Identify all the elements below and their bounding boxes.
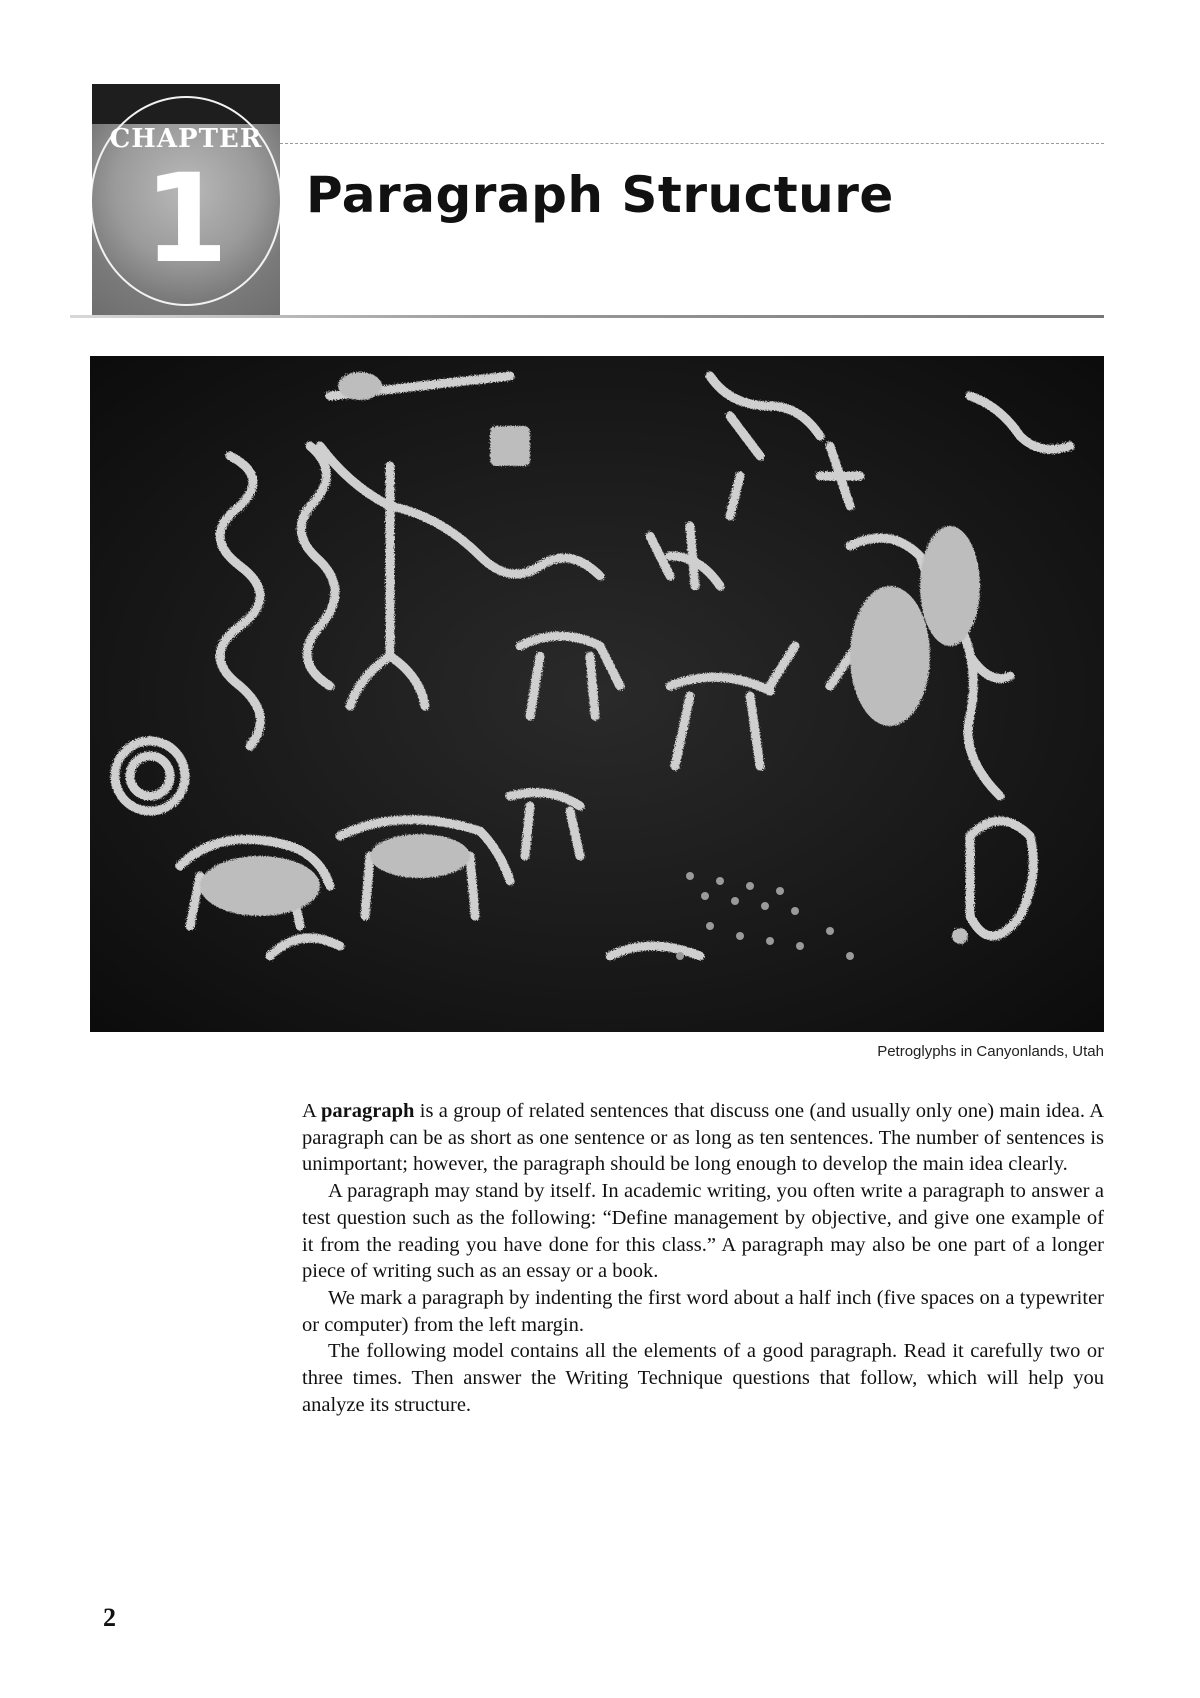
chapter-title: Paragraph Structure [306,166,894,224]
header-rule-top [280,143,1104,144]
chapter-number: 1 [143,148,229,290]
paragraph-4: The following model contains all the elements of a good paragraph. Read it carefully two or three times. Then answer the Writing Technique questions that follow, which will help you analyze its structure. [302,1340,1104,1416]
paragraph-1-rest: is a group of related sentences that discuss one (and usually only one) main idea. A paragraph can be as short as one sentence or as long as ten sentences. The number of sentences is unimportant; however, the paragraph should be long enough to develop the main idea clearly. [302,1100,1104,1176]
chapter-badge [92,84,280,318]
chapter-label: CHAPTER [109,124,263,154]
photo-caption: Petroglyphs in Canyonlands, Utah [877,1043,1104,1060]
paragraph-1-lead: A [302,1100,322,1122]
petroglyph-photo [90,356,1104,1032]
header-rule-bottom [70,315,1104,318]
paragraph-1-term: paragraph [321,1100,415,1122]
petroglyph-illustration [90,356,1104,1032]
body-text [302,1098,1104,1418]
paragraph-1 [302,1098,1104,1178]
page-number: 2 [103,1603,116,1632]
paragraph-3: We mark a paragraph by indenting the first word about a half inch (five spaces on a typewriter or computer) from the left margin. [302,1286,1104,1336]
paragraph-2: A paragraph may stand by itself. In academic writing, you often write a paragraph to answer a test question such as the following: “Define management by objective, and give one example of it from the reading you have done for this class.” A paragraph may also be one part of a longer piece of writing such as an essay or a book. [302,1180,1104,1283]
